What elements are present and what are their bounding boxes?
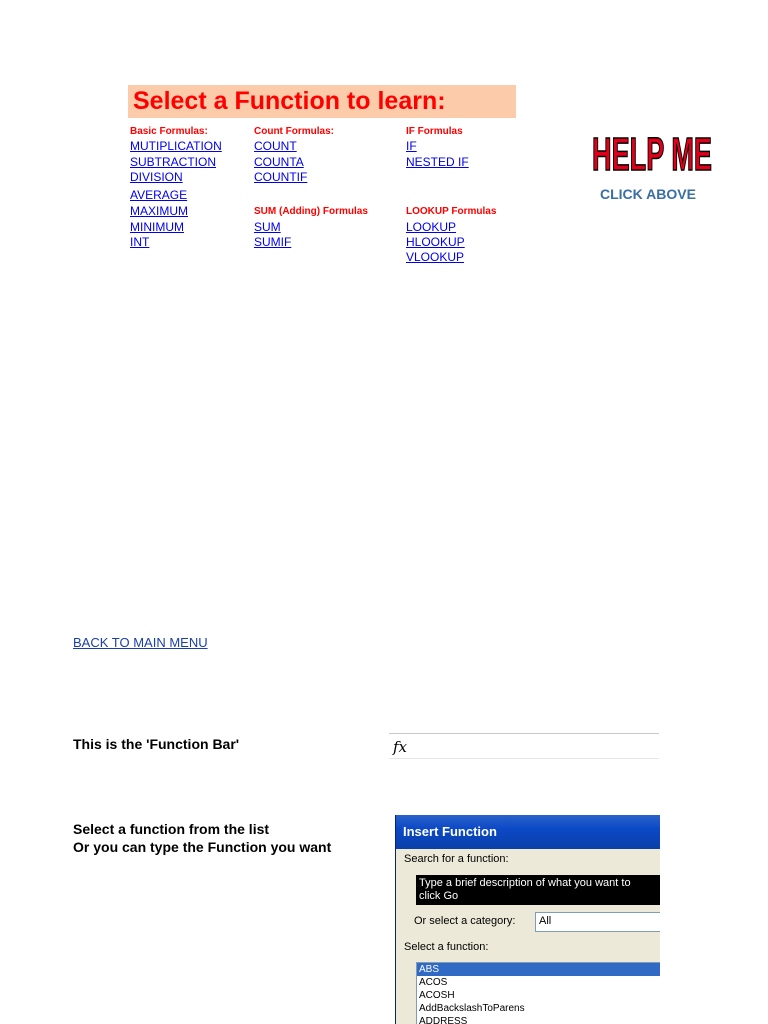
link-countif[interactable]: COUNTIF xyxy=(254,170,308,184)
select-instructions xyxy=(73,820,331,856)
link-subtraction[interactable]: SUBTRACTION xyxy=(130,155,217,169)
search-label: Search for a function: xyxy=(404,853,509,865)
count-formulas-header: Count Formulas: xyxy=(254,126,334,137)
link-vlookup[interactable]: VLOOKUP xyxy=(406,250,465,264)
function-bar-image xyxy=(389,733,659,759)
link-counta[interactable]: COUNTA xyxy=(254,155,304,169)
link-nested-if[interactable]: NESTED IF xyxy=(406,155,469,169)
list-item: ACOSH xyxy=(419,990,455,1001)
dialog-title-bar xyxy=(396,815,660,849)
page-title-box xyxy=(128,85,516,118)
function-list-label: Select a function: xyxy=(404,941,489,953)
insert-function-dialog xyxy=(395,815,660,1024)
click-above-caption: CLICK ABOVE xyxy=(600,186,696,202)
link-if[interactable]: IF xyxy=(406,139,417,153)
lookup-formulas-header: LOOKUP Formulas xyxy=(406,206,497,217)
link-int[interactable]: INT xyxy=(130,235,150,249)
link-multiplication[interactable]: MUTIPLICATION xyxy=(130,139,222,153)
list-item: ADDRESS xyxy=(419,1016,468,1024)
link-minimum[interactable]: MINIMUM xyxy=(130,220,184,234)
page-title: Select a Function to learn: xyxy=(133,87,446,115)
link-division[interactable]: DIVISION xyxy=(130,170,183,184)
if-formulas-header: IF Formulas xyxy=(406,126,463,137)
help-me-logo-text: HELP ME xyxy=(592,128,712,178)
list-item: AddBackslashToParens xyxy=(419,1003,525,1014)
basic-formulas-header: Basic Formulas: xyxy=(130,126,208,137)
link-lookup[interactable]: LOOKUP xyxy=(406,220,457,234)
link-count[interactable]: COUNT xyxy=(254,139,297,153)
link-sum[interactable]: SUM xyxy=(254,220,281,234)
back-to-main-menu-link[interactable]: BACK TO MAIN MENU xyxy=(73,635,208,650)
link-average[interactable]: AVERAGE xyxy=(130,188,188,202)
sum-formulas-header: SUM (Adding) Formulas xyxy=(254,206,368,217)
fx-icon: fx xyxy=(393,738,408,756)
link-hlookup[interactable]: HLOOKUP xyxy=(406,235,465,249)
search-field xyxy=(416,875,660,905)
search-value-line2: click Go xyxy=(419,890,459,902)
help-me-logo-button[interactable] xyxy=(590,126,714,178)
category-label: Or select a category: xyxy=(414,915,516,927)
list-item: ABS xyxy=(417,963,660,976)
category-select: All xyxy=(535,912,660,932)
search-value-line1: Type a brief description of what you want to xyxy=(419,877,631,889)
select-instructions-line2: Or you can type the Function you want xyxy=(73,839,332,855)
list-item: ACOS xyxy=(419,977,448,988)
link-maximum[interactable]: MAXIMUM xyxy=(130,204,188,218)
select-instructions-line1: Select a function from the list xyxy=(73,821,270,837)
link-sumif[interactable]: SUMIF xyxy=(254,235,292,249)
dialog-title: Insert Function xyxy=(403,824,497,839)
function-list xyxy=(416,962,660,1024)
function-bar-label: This is the 'Function Bar' xyxy=(73,736,240,752)
